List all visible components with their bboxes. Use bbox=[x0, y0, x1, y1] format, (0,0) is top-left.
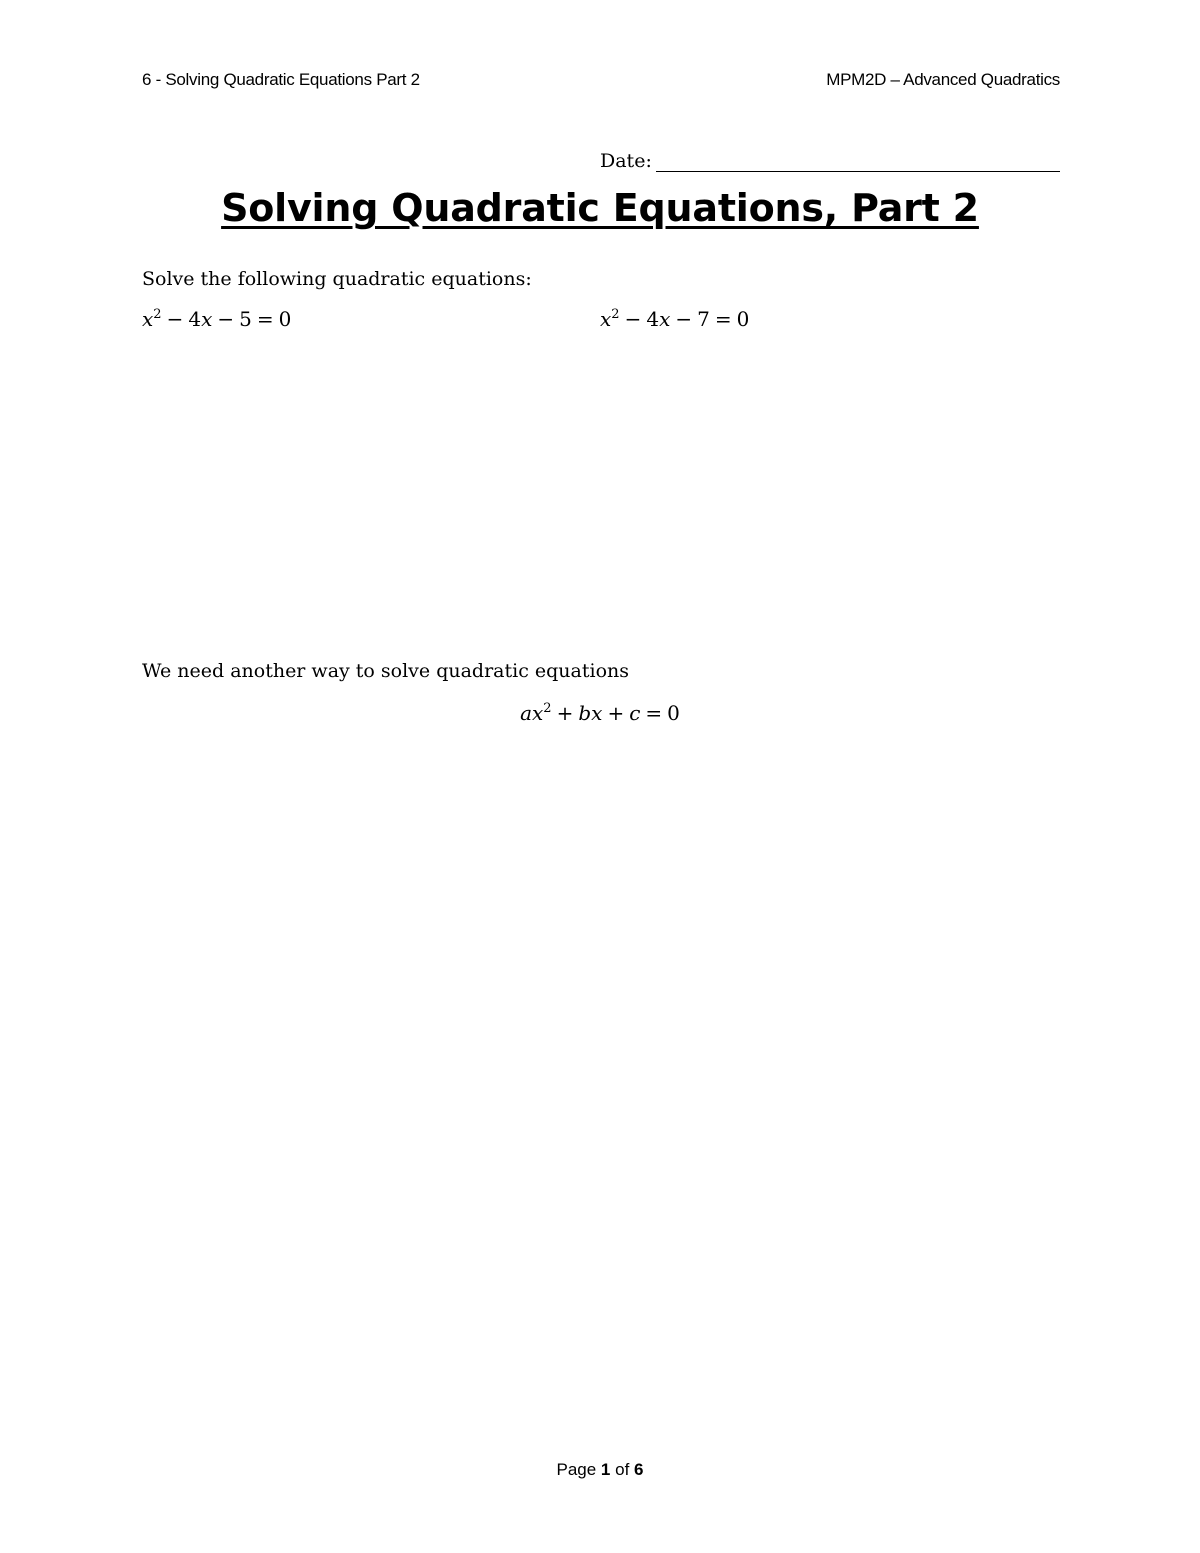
eq2-exp: 2 bbox=[611, 307, 620, 322]
gen-equals: = bbox=[645, 701, 663, 725]
page-header bbox=[142, 70, 1060, 96]
eq2-op2: − bbox=[675, 307, 693, 331]
gen-x2: x bbox=[591, 701, 603, 725]
instruction-text: Solve the following quadratic equations: bbox=[142, 268, 532, 290]
gen-a: a bbox=[520, 701, 533, 725]
eq2-rhs: 0 bbox=[736, 307, 750, 331]
equation-2 bbox=[600, 307, 749, 331]
gen-b: b bbox=[578, 701, 592, 725]
eq1-op1: − bbox=[166, 307, 184, 331]
eq2-equals: = bbox=[714, 307, 732, 331]
general-quadratic-equation bbox=[0, 701, 1200, 725]
date-blank-line bbox=[656, 153, 1060, 172]
gen-plus1: + bbox=[556, 701, 574, 725]
footer-total-pages: 6 bbox=[634, 1460, 644, 1479]
footer-page-word: Page bbox=[556, 1460, 597, 1479]
header-doc-title: 6 - Solving Quadratic Equations Part 2 bbox=[142, 70, 420, 89]
page-footer bbox=[0, 1460, 1200, 1480]
eq2-coef: 4 bbox=[646, 307, 660, 331]
footer-of-word: of bbox=[615, 1460, 630, 1479]
date-field bbox=[600, 144, 1060, 172]
equation-1 bbox=[142, 307, 291, 331]
footer-current-page: 1 bbox=[600, 1460, 611, 1479]
gen-plus2: + bbox=[607, 701, 625, 725]
eq2-var2: x bbox=[659, 307, 671, 331]
eq2-op1: − bbox=[624, 307, 642, 331]
gen-c: c bbox=[629, 701, 641, 725]
page-title: Solving Quadratic Equations, Part 2 bbox=[221, 186, 979, 230]
date-label: Date: bbox=[600, 150, 652, 172]
header-course: MPM2D – Advanced Quadratics bbox=[826, 70, 1060, 89]
eq1-var: x bbox=[142, 307, 154, 331]
eq1-rhs: 0 bbox=[278, 307, 292, 331]
gen-x: x bbox=[532, 701, 544, 725]
eq1-exp: 2 bbox=[153, 307, 162, 322]
eq1-const: 5 bbox=[239, 307, 252, 331]
eq1-op2: − bbox=[217, 307, 235, 331]
gen-exp: 2 bbox=[543, 701, 552, 716]
need-another-way-text: We need another way to solve quadratic equations bbox=[142, 660, 629, 682]
eq2-var: x bbox=[600, 307, 612, 331]
eq1-coef: 4 bbox=[188, 307, 202, 331]
gen-rhs: 0 bbox=[667, 701, 680, 725]
eq1-var2: x bbox=[201, 307, 213, 331]
eq2-const: 7 bbox=[697, 307, 710, 331]
eq1-equals: = bbox=[256, 307, 274, 331]
